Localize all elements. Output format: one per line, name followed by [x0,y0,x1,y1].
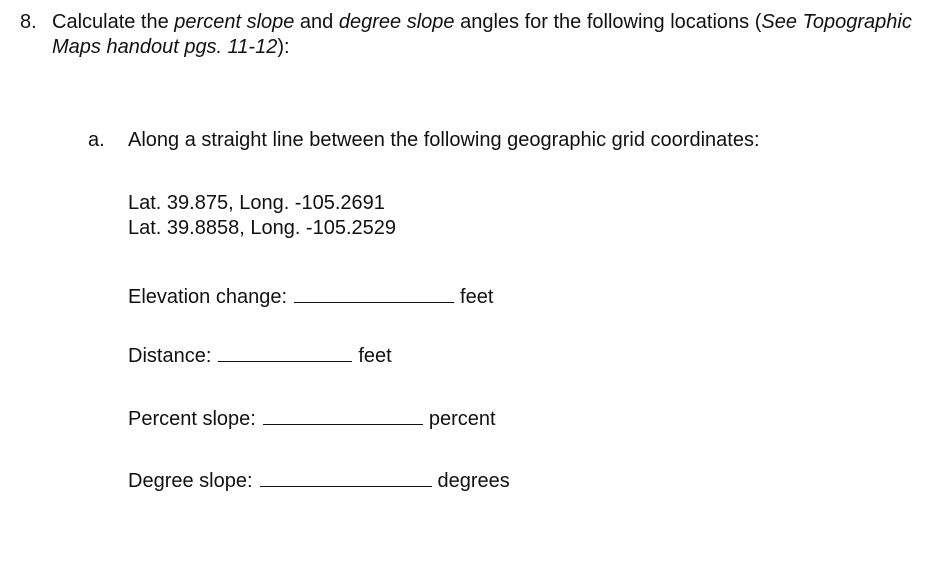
question-text-part: Calculate the [52,11,175,33]
coordinate-line: Lat. 39.875, Long. -105.2691 [128,192,385,214]
percent-slope-unit: percent [428,408,496,430]
degree-slope-label: Degree slope: [128,470,253,492]
elevation-change-blank[interactable] [294,284,454,303]
percent-slope-label: Percent slope: [128,408,256,430]
question-text [52,10,922,60]
elevation-change-unit: feet [460,286,494,308]
part-a-letter: a. [88,129,105,151]
question-text-part: ): [277,36,290,58]
question-emphasis-handout-ref: See Topographic Maps handout pgs. 11-12 [52,11,912,58]
elevation-change-label: Elevation change: [128,286,288,308]
distance-unit: feet [358,345,392,367]
degree-slope-unit: degrees [437,470,510,492]
question-text-part: and [294,11,339,33]
degree-slope-blank[interactable] [260,468,432,487]
question-number: 8. [20,11,37,33]
question-emphasis-percent-slope: percent slope [174,11,295,33]
degree-slope-row [128,468,510,494]
distance-blank[interactable] [218,343,352,362]
percent-slope-blank[interactable] [263,406,423,425]
coordinate-line: Lat. 39.8858, Long. -105.2529 [128,217,397,239]
distance-label: Distance: [128,345,212,367]
distance-row [128,343,392,369]
coordinate-list [128,191,396,241]
elevation-change-row [128,284,493,310]
percent-slope-row [128,406,496,432]
question-text-part: angles for the following locations ( [454,11,762,33]
question-emphasis-degree-slope: degree slope [338,11,455,33]
part-a-prompt: Along a straight line between the following geographic grid coordinates: [128,129,760,151]
